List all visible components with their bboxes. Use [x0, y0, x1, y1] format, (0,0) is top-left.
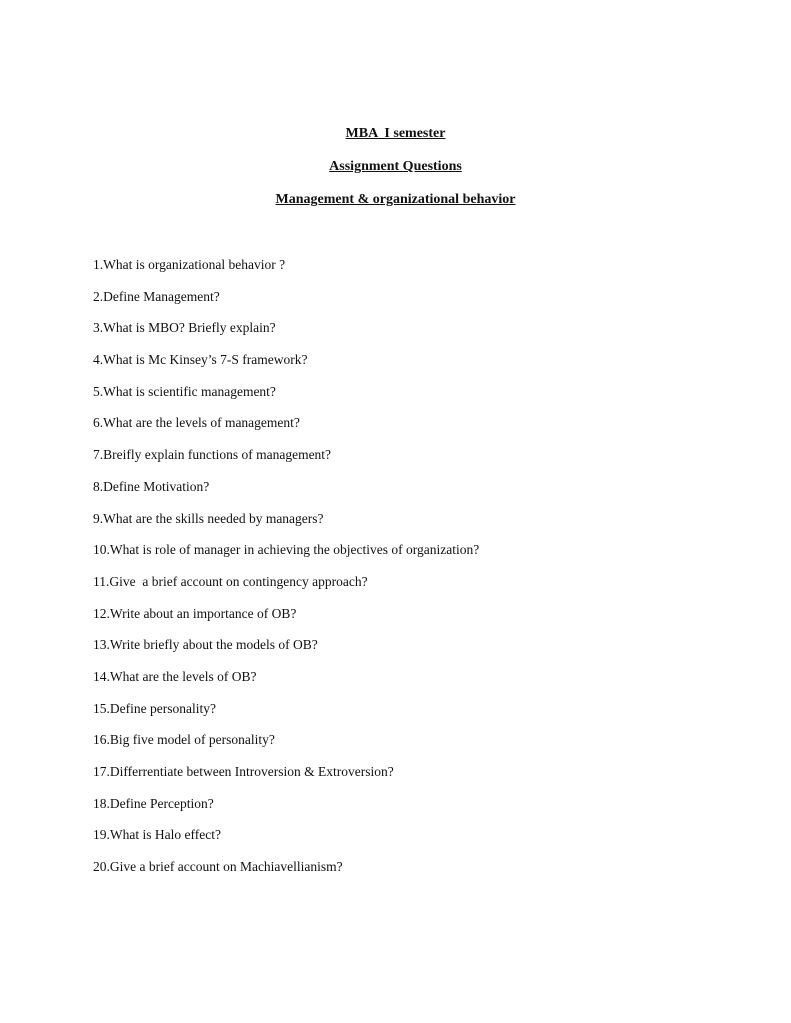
question-item: 7.Breifly explain functions of management?	[93, 447, 332, 463]
question-item: 2.Define Management?	[93, 288, 220, 304]
heading-subject: Management & organizational behavior	[275, 192, 516, 207]
heading-course: MBA I semester	[345, 126, 446, 141]
question-item: 8.Define Motivation?	[93, 478, 210, 494]
question-item: 3.What is MBO? Briefly explain?	[93, 320, 276, 336]
question-item: 5.What is scientific management?	[93, 383, 276, 399]
question-item: 13.Write briefly about the models of OB?	[93, 637, 318, 653]
question-item: 20.Give a brief account on Machiavellianism?	[93, 859, 343, 875]
question-item: 1.What is organizational behavior ?	[93, 257, 286, 272]
question-item: 17.Differrentiate between Introversion & Extroversion?	[93, 764, 394, 779]
question-item: 19.What is Halo effect?	[93, 827, 221, 843]
question-item: 11.Give a brief account on contingency approach?	[93, 573, 368, 589]
question-item: 16.Big five model of personality?	[93, 732, 275, 748]
question-item: 18.Define Perception?	[93, 795, 214, 811]
question-item: 14.What are the levels of OB?	[93, 668, 257, 684]
question-item: 10.What is role of manager in achieving the objectives of organization?	[93, 542, 480, 558]
question-list	[93, 256, 743, 890]
question-item: 6.What are the levels of management?	[93, 415, 300, 431]
question-item: 12.Write about an importance of OB?	[93, 605, 297, 621]
question-item: 9.What are the skills needed by managers?	[93, 510, 324, 526]
question-item: 4.What is Mc Kinsey’s 7-S framework?	[93, 352, 308, 368]
document-header	[0, 125, 791, 224]
question-item: 15.Define personality?	[93, 700, 216, 716]
heading-assignment: Assignment Questions	[329, 159, 462, 174]
